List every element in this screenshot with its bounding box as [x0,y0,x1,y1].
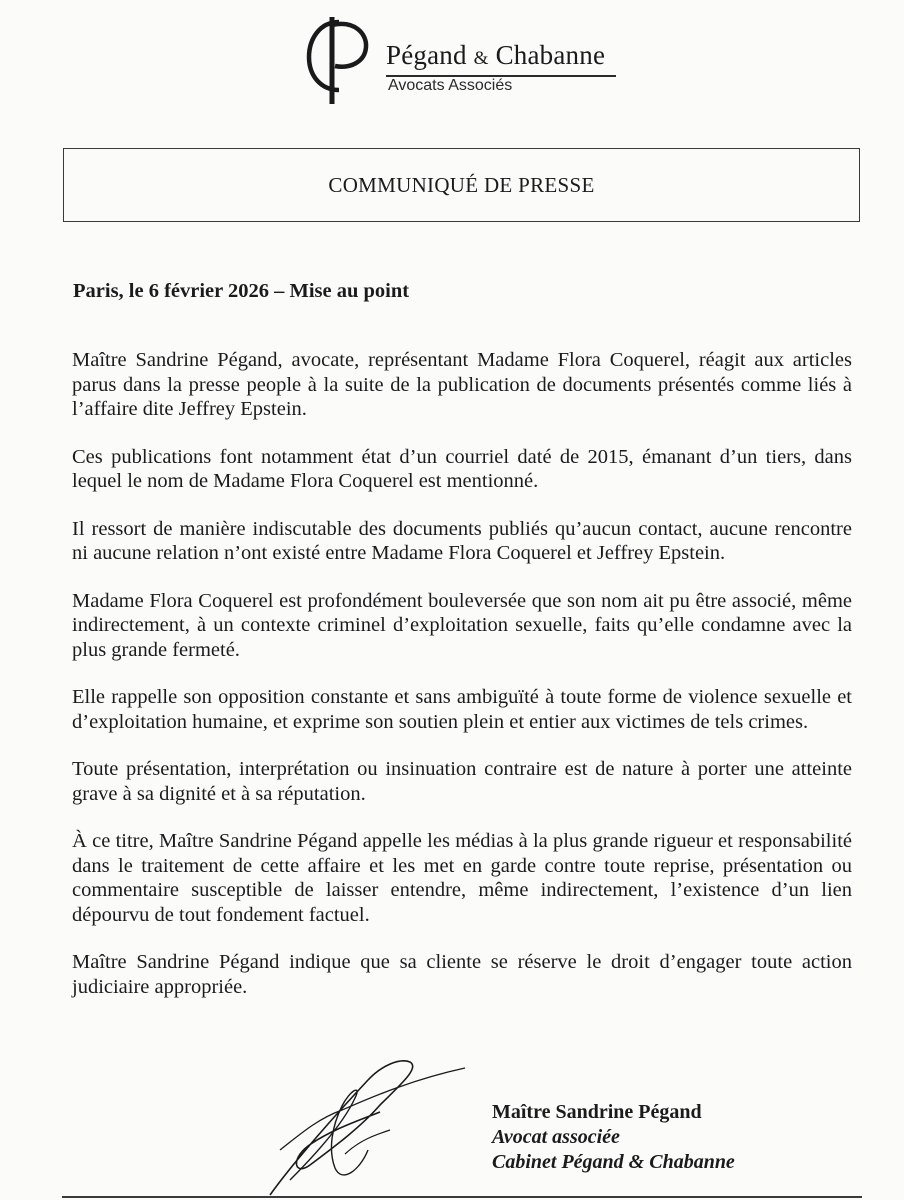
firm-name [386,40,605,71]
handwritten-signature [250,1050,500,1200]
paragraph: Il ressort de manière indiscutable des documents publiés qu’aucun contact, aucune rencontre ni aucune relation n’ont existé entre Madame Flora Coquerel et Jeffrey Epstein. [72,517,852,564]
bottom-divider [62,1196,862,1198]
signatory-name: Maître Sandrine Pégand [492,1101,702,1123]
title-box [63,148,860,222]
body-text [72,348,852,1022]
signatory-firm: Cabinet Pégand & Chabanne [492,1151,735,1173]
dateline: Paris, le 6 février 2026 – Mise au point [73,280,410,302]
document-title: COMMUNIQUÉ DE PRESSE [328,172,595,197]
paragraph: À ce titre, Maître Sandrine Pégand appelle les médias à la plus grande rigueur et responsabilité dans le traitement de cette affaire et les met en garde contre toute reprise, présentation ou commentaire susceptible de laisser entendre, même indirectement, l’existence d’un lien dépourvu de tout fondement factuel. [72,830,852,926]
paragraph: Maître Sandrine Pégand, avocate, représentant Madame Flora Coquerel, réagit aux articles parus dans la presse people à la suite de la publication de documents présentés comme liés à l’affaire dite Jeffrey Epstein. [72,349,852,420]
firm-name-part1: Pégand [386,40,467,70]
signature-block [492,1100,735,1175]
paragraph: Toute présentation, interprétation ou insinuation contraire est de nature à porter une atteinte grave à sa dignité et à sa réputation. [72,758,852,805]
signatory-role: Avocat associée [492,1126,620,1148]
paragraph: Maître Sandrine Pégand indique que sa cliente se réserve le droit d’engager toute action judiciaire appropriée. [72,951,852,998]
firm-subtitle: Avocats Associés [388,77,513,94]
paragraph: Elle rappelle son opposition constante et sans ambiguïté à toute forme de violence sexuelle et d’exploitation humaine, et exprime son soutien plein et entier aux victimes de tels crimes. [72,686,852,733]
paragraph: Ces publications font notamment état d’un courriel daté de 2015, émanant d’un tiers, dans lequel le nom de Madame Flora Coquerel est mentionné. [72,445,852,492]
firm-name-ampersand: & [473,48,489,69]
firm-name-part2: Chabanne [495,40,606,70]
firm-logo-monogram [305,10,377,106]
paragraph: Madame Flora Coquerel est profondément bouleversée que son nom ait pu être associé, même indirectement, à un contexte criminel d’exploitation sexuelle, faits qu’elle condamne avec la plus grande fermeté. [72,589,852,661]
